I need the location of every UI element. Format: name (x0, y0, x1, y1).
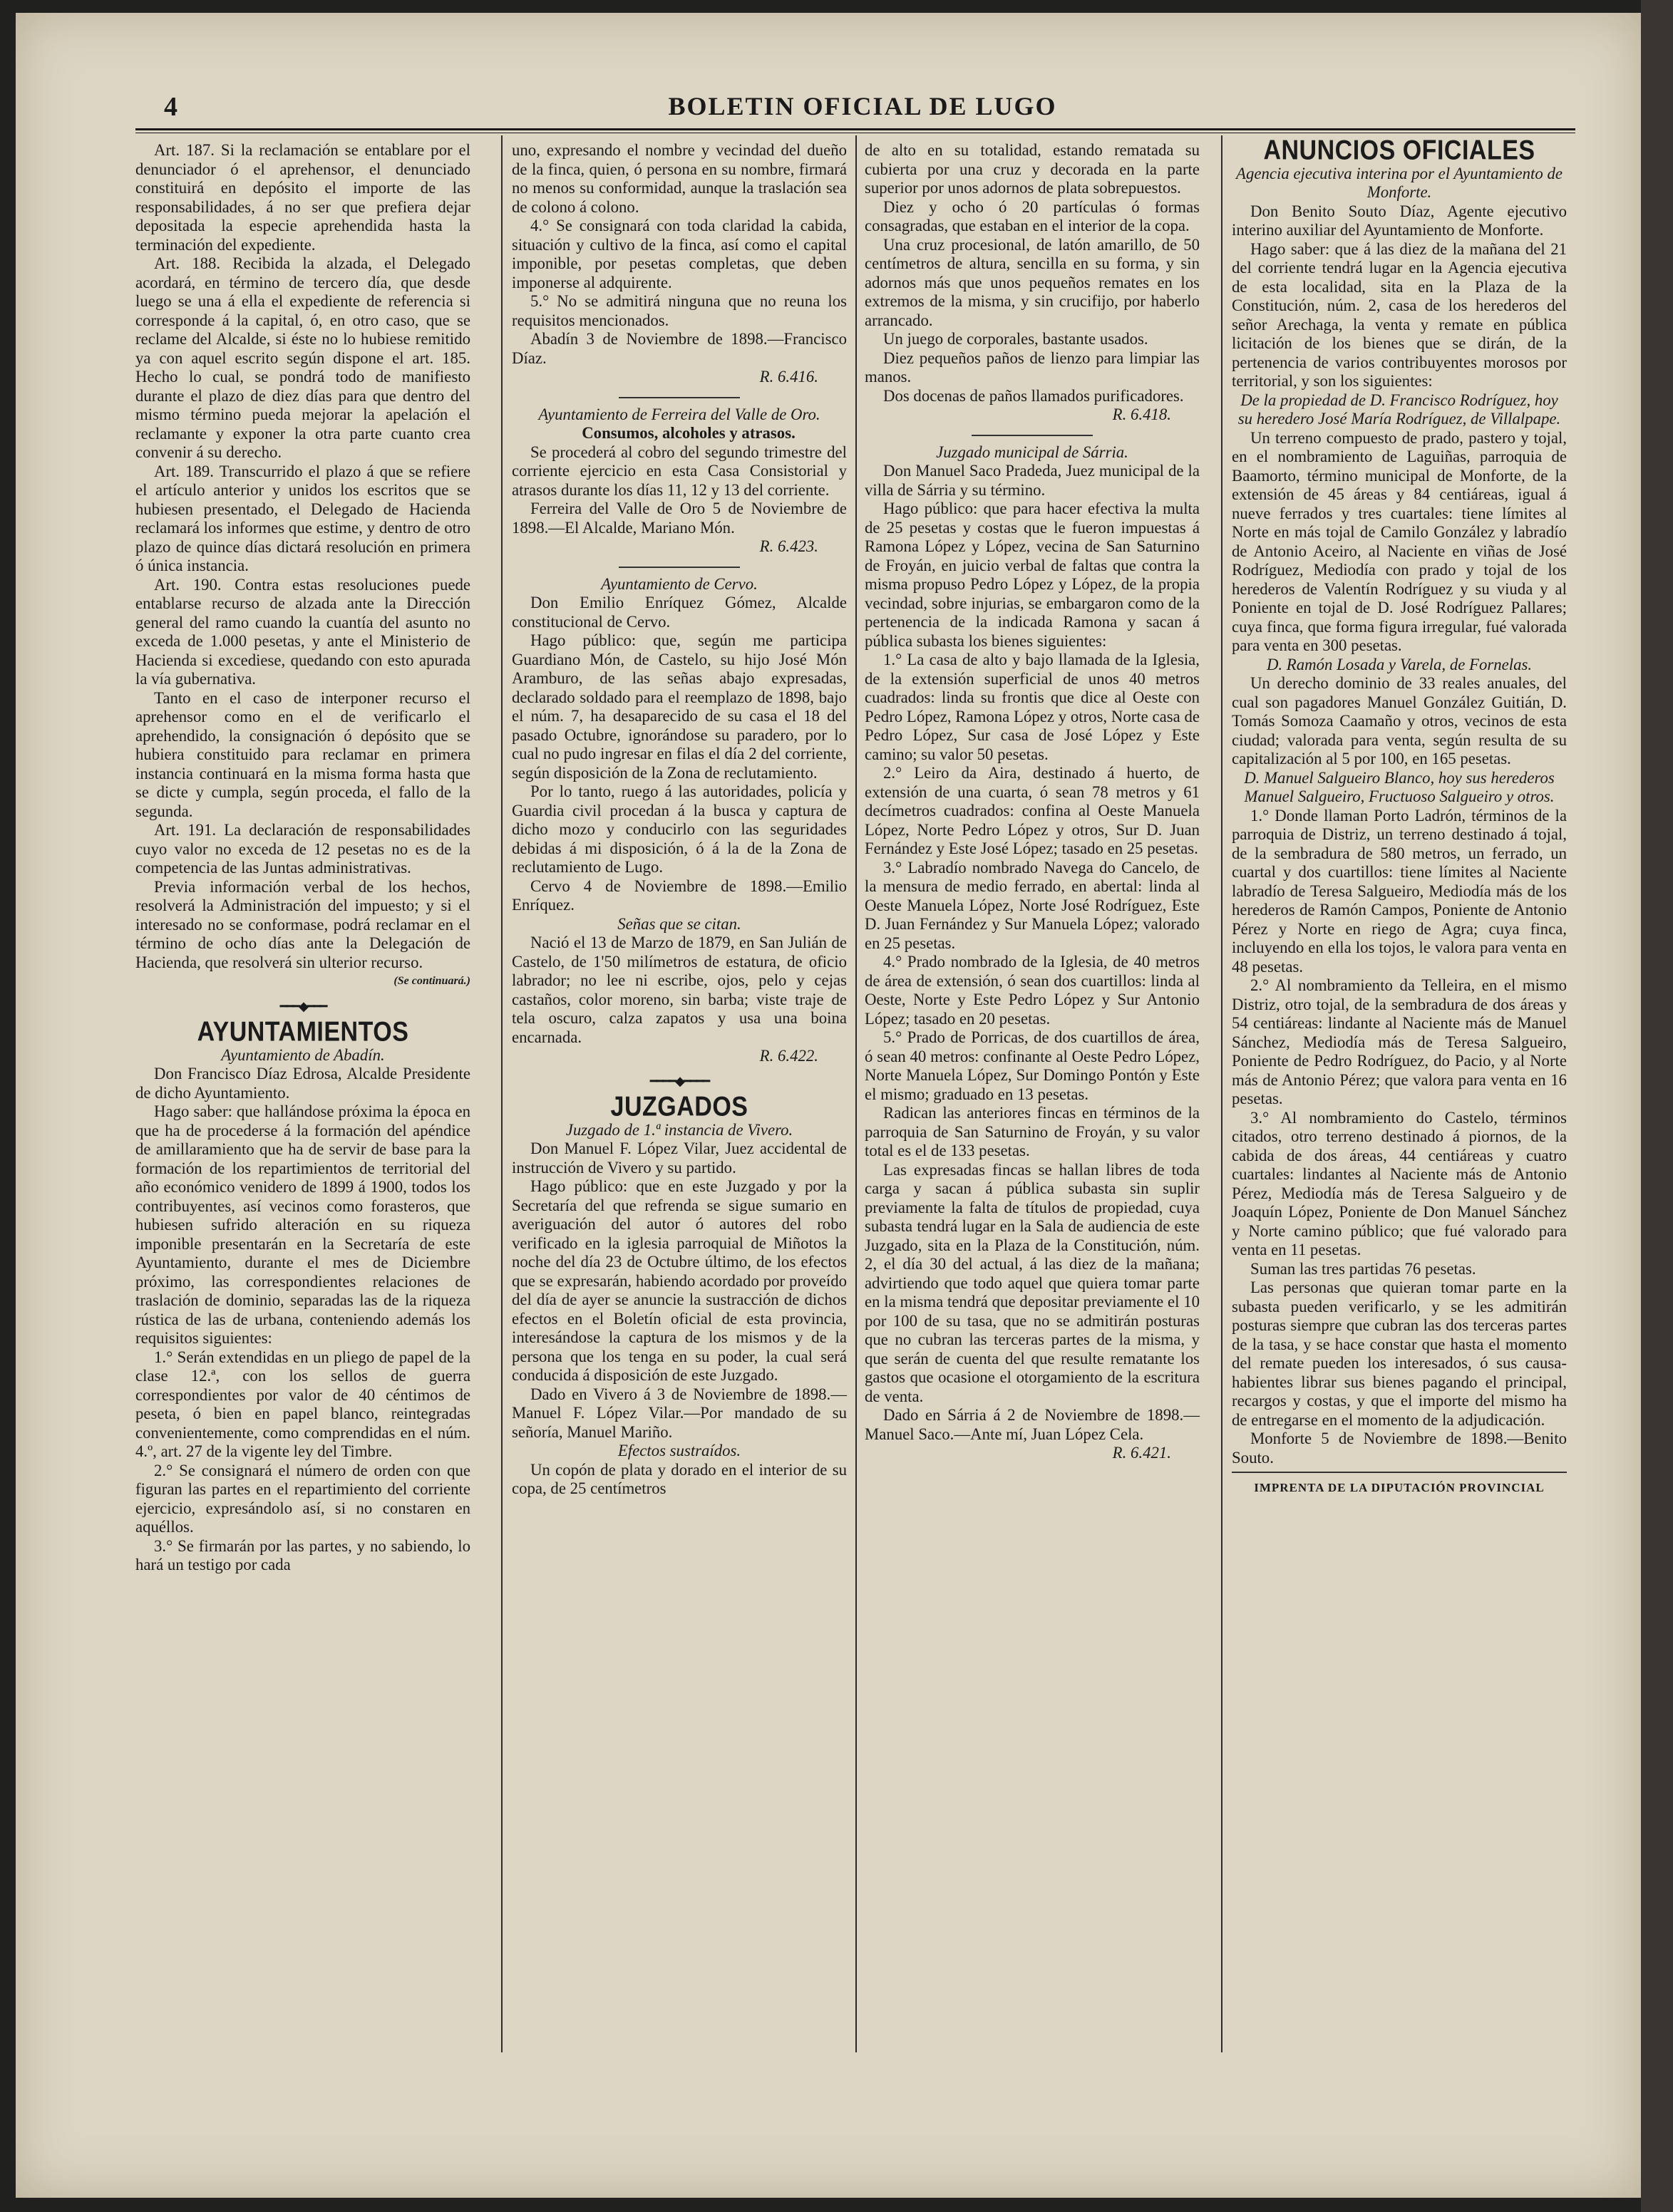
notice-subtitle: Señas que se citan. (617, 914, 741, 933)
column-divider (855, 135, 857, 2052)
column-divider (1221, 135, 1222, 2052)
notice-paragraph: 5.° Prado de Porricas, de dos cuartillos de área, ó sean 40 metros: confinante al Oeste Pedro López, Norte Manuela López, Sur Domingo Pontón y Este el mismo; graduado en 13 pesetas. (865, 1028, 1200, 1103)
notice-paragraph: Hago saber: que á las diez de la mañana del 21 del corriente tendrá lugar en la Agencia ejecutiva de esta localidad, sita en la Plaza de la Constitución, núm. 2, casa de los herederos del señor Arechaga, la venta y remate en pública licitación de los bienes que se dirán, de la pertenencia de varios contribuyentes morosos por territorial, y son los siguientes: (1232, 239, 1567, 390)
continuara-note: (Se continuará.) (393, 975, 470, 987)
notice-paragraph: Las expresadas fincas se hallan libres de toda carga y sacan á pública subasta sin suplir previamente la falta de títulos de propiedad, cuya subasta tendrá lugar en la Sala de audiencia de este Juzgado, sita en la Plaza de la Constitución, núm. 2, el día 30 del actual, á las diez de la mañana; advirtiendo que todo aquel que quiera tomar parte en la misma tendrá que depositar previamente el 10 por 100 de su tasa, que no se admitirán posturas que no cubran las terceras partes de la misma, y que serán de cuenta del que resulte rematante los gastos que ocasione el otorgamiento de la escritura de venta. (865, 1160, 1200, 1405)
page-number: 4 (164, 92, 177, 122)
reference-number: R. 6.423. (759, 537, 818, 555)
header-rule (135, 128, 1575, 133)
notice-paragraph: Ferreira del Valle de Oro 5 de Noviembre de 1898.—El Alcalde, Mariano Món. (512, 500, 847, 537)
notice-paragraph: Una cruz procesional, de latón amarillo, de 50 centímetros de altura, sencilla en su forma, y sin adornos más que unos pequeños remates en los extremos de la misma, y sin crucifijo, por haberlo arrancado. (865, 235, 1200, 329)
notice-paragraph: Suman las tres partidas 76 pesetas. (1250, 1259, 1476, 1278)
notice-paragraph: Cervo 4 de Noviembre de 1898.—Emilio Enríquez. (512, 877, 847, 914)
article-paragraph: Art. 189. Transcurrido el plazo á que se refiere el artículo anterior y unidos los escritos que se hubiesen presentado, el Delegado de Hacienda reclamará los informes que estime, y dentro de otro plazo de quince días dictará resolución en primera ó única instancia. (135, 462, 470, 574)
notice-paragraph: uno, expresando el nombre y vecindad del dueño de la finca, quien, ó persona en su nombre, firmará no menos su conformidad, aunque la traslación sea de colono á colono. (512, 141, 847, 216)
column-4 (1232, 135, 1567, 1498)
notice-paragraph: Don Emilio Enríquez Gómez, Alcalde constitucional de Cervo. (512, 594, 847, 631)
notice-title: Agencia ejecutiva interina por el Ayuntamiento de Monforte. (1236, 164, 1563, 201)
notice-title: Ayuntamiento de Abadín. (221, 1045, 385, 1064)
notice-paragraph: Dado en Vivero á 3 de Noviembre de 1898.—Manuel F. López Vilar.—Por mandado de su señoría, Manuel Mariño. (512, 1385, 847, 1441)
notice-subtitle: Efectos sustraídos. (617, 1442, 741, 1459)
notice-paragraph: 3.° Se firmarán por las partes, y no sabiendo, lo hará un testigo por cada (135, 1536, 470, 1573)
notice-paragraph: Hago público: que, según me participa Guardiano Món, de Castelo, su hijo José Món Aramburo, de las señas abajo expresadas, declarado soldado para el reemplazo de 1898, bajo el núm. 7, ha desaparecido de su casa el 18 del pasado Octubre, ignorándose su paradero, por lo cual no pudo ingresar en filas el día 2 del corriente, según disposición de la Zona de reclutamiento. (512, 631, 847, 782)
article-paragraph: Art. 188. Recibida la alzada, el Delegado acordará, en término de tercero día, que desde luego se una á ella el expediente de referencia si corresponde á la capital, ó, en otro caso, que se reclame del Alcalde, si éste no lo hubiese remitido ya con aquel escrito según dispone el art. 185. Hecho lo cual, se pondrá todo de manifiesto durante el plazo de diez días para que dentro del mismo término pueda mejorar la apelación el reclamante y exponer la otra parte cuanto crea convenir á su derecho. (135, 254, 470, 461)
article-paragraph: Previa información verbal de los hechos, resolverá la Administración del impuesto; y si el interesado no se conformase, podrá reclamar en el término de ocho días ante la Delegación de Hacienda, que resolverá sin ulterior recurso. (135, 877, 470, 971)
reference-number: R. 6.421. (1112, 1444, 1171, 1462)
notice-paragraph: 2.° Leiro da Aira, destinado á huerto, de extensión de una cuarta, ó sean 78 metros y 61 decímetros cuadrados: confina al Oeste Manuela López, Norte Pedro López y otros, Sur D. Juan Fernández y Este José López; tasado en 25 pesetas. (865, 764, 1200, 857)
notice-paragraph: Diez pequeños paños de lienzo para limpiar las manos. (865, 348, 1200, 386)
notice-paragraph: Don Benito Souto Díaz, Agente ejecutivo interino auxiliar del Ayuntamiento de Monforte. (1232, 202, 1567, 239)
short-rule (619, 397, 740, 398)
section-heading-ayuntamientos: AYUNTAMIENTOS (197, 1016, 409, 1048)
notice-paragraph: Hago saber: que hallándose próxima la época en que ha de procederse á la formación del apéndice de amillaramiento que ha de servir de base para la formación de los repartimientos de territorial del año económico venidero de 1899 á 1900, todos los contribuyentes, así vecinos como forasteros, que hubiesen sufrido alteración en su riqueza imponible presentarán en la Secretaría de este Ayuntamiento, durante el mes de Diciembre próximo, las correspondientes relaciones de traslación de dominio, separadas las de la riqueza rústica de las de urbana, conteniendo además los requisitos siguientes: (135, 1102, 470, 1347)
notice-paragraph: 5.° No se admitirá ninguna que no reuna los requisitos mencionados. (512, 292, 847, 329)
notice-paragraph: Las personas que quieran tomar parte en la subasta pueden verificarlo, y se les admitirán posturas siempre que cubran las dos terceras partes de la tasa, y se hace constar que hasta el momento del remate pueden los interesados, ó sus causa-habientes librar sus bienes pagando el principal, recargos y costas, y que el importe del mismo ha de entregarse en el momento de la adjudicación. (1232, 1278, 1567, 1429)
footer-rule (1232, 1472, 1567, 1473)
printer-imprint: IMPRENTA DE LA DIPUTACIÓN PROVINCIAL (1254, 1481, 1545, 1494)
short-rule (619, 567, 740, 568)
notice-paragraph: Don Manuel F. López Vilar, Juez accidental de instrucción de Vivero y su partido. (512, 1139, 847, 1177)
notice-paragraph: 4.° Se consignará con toda claridad la cabida, situación y cultivo de la finca, así como el capital imponible, por pesetas completas, que deben imponerse al adquirente. (512, 217, 847, 291)
notice-paragraph: 1.° La casa de alto y bajo llamada de la Iglesia, de la extensión superficial de unos 40 metros cuadrados: linda su frontis que dice al Oeste con Pedro López, Ramona López y otros, Norte casa de Pedro López, Sur casa de José López y Este camino; su valor 50 pesetas. (865, 651, 1200, 763)
notice-paragraph: 2.° Al nombramiento da Telleira, en el mismo Distriz, otro tojal, de la sembradura de dos áreas y 54 centiáreas: lindante al Naciente más de Manuel Sánchez, Mediodía más de Teresa Salgueiro, Poniente de Pedro Rodríguez, do Pacio, y al Norte más de Antonio Pérez; que valora para venta en 16 pesetas. (1232, 976, 1567, 1107)
notice-paragraph: Dado en Sárria á 2 de Noviembre de 1898.—Manuel Saco.—Ante mí, Juan López Cela. (865, 1406, 1200, 1443)
notice-paragraph: 3.° Labradío nombrado Navega do Cancelo, de la mensura de medio ferrado, en abertal: linda al Oeste Manuela López, Norte José Rodríguez, Este D. Juan Fernández y Sur Manuela López; valorado en 25 pesetas. (865, 858, 1200, 952)
reference-number: R. 6.418. (1112, 405, 1171, 423)
ornament-divider: ━━━━◆━━━━ (649, 1073, 709, 1088)
notice-subtitle: Consumos, alcoholes y atrasos. (582, 424, 796, 442)
notice-paragraph: de alto en su totalidad, estando rematada su cubierta por una cruz y decorada en la parte superior por unos adornos de plata sobrepuestos. (865, 141, 1200, 197)
reference-number: R. 6.416. (759, 368, 818, 386)
property-owner-title: De la propiedad de D. Francisco Rodríguez, hoy su heredero José María Rodríguez, de Villalpape. (1237, 391, 1561, 428)
property-owner-title: D. Ramón Losada y Varela, de Fornelas. (1266, 655, 1533, 673)
notice-paragraph: Un copón de plata y dorado en el interior de su copa, de 25 centímetros (512, 1460, 847, 1497)
ornament-divider: ━━━◆━━━ (279, 998, 326, 1013)
reference-number: R. 6.422. (759, 1047, 818, 1065)
notice-paragraph: Se procederá al cobro del segundo trimestre del corriente ejercicio en esta Casa Consistorial y atrasos durante los días 11, 12 y 13 del corriente. (512, 443, 847, 499)
notice-title: Juzgado municipal de Sárria. (936, 443, 1128, 461)
notice-paragraph: Por lo tanto, ruego á las autoridades, policía y Guardia civil procedan á la busca y captura de dicho mozo y conducirlo con las seguridades debidas á mi disposición, ó á la de la Zona de reclutamiento de Lugo. (512, 782, 847, 876)
column-2 (512, 141, 847, 1499)
article-paragraph: Art. 190. Contra estas resoluciones puede entablarse recurso de alzada ante la Dirección general del ramo cuando la cuantía del asunto no exceda de 1.000 pesetas, y ante el Ministerio de Hacienda si excediese, quedando con esto apurada la vía gubernativa. (135, 575, 470, 688)
notice-paragraph: Un juego de corporales, bastante usados. (883, 330, 1148, 348)
notice-paragraph: Don Francisco Díaz Edrosa, Alcalde Presidente de dicho Ayuntamiento. (135, 1065, 470, 1102)
masthead-title: BOLETIN OFICIAL DE LUGO (668, 92, 1057, 120)
section-heading-anuncios: ANUNCIOS OFICIALES (1263, 135, 1535, 166)
notice-paragraph: Un terreno compuesto de prado, pastero y tojal, en el nombramiento de Laguiñas, parroquia de Baamorto, término municipal de Monforte, de la extensión de 45 áreas y 84 centiáreas, igual á nueve ferrados y tres cuartales: tiene límites al Norte en más tojal de Camilo González y labradío de Antonio Aceiro, al Naciente en viñas de José Rodríguez, Mediodía con prado y tojal de los herederos de Valentín Rodríguez y su viuda y al Poniente en tojal de D. José Rodríguez Pallares; cuya finca, que forma figura irregular, fué valorada para venta en 300 pesetas. (1232, 428, 1567, 654)
article-paragraph: Art. 187. Si la reclamación se entablare por el denunciador ó el aprehensor, el denunciado constituirá en depósito el importe de las responsabilidades, á no ser que prefiera dejar depositada la especie aprehendida hasta la terminación del expediente. (135, 141, 470, 254)
column-divider (501, 135, 503, 2052)
notice-paragraph: 1.° Serán extendidas en un pliego de papel de la clase 12.ª, con los sellos de guerra correspondientes por valor de 40 céntimos de peseta, ó bien en papel blanco, reintegradas convenientemente, como comprendidas en el núm. 4.º, art. 27 de la vigente ley del Timbre. (135, 1348, 470, 1460)
article-paragraph: Art. 191. La declaración de responsabilidades cuyo valor no exceda de 12 pesetas no es de la competencia de las Juntas administrativas. (135, 821, 470, 877)
notice-paragraph: Abadín 3 de Noviembre de 1898.—Francisco Díaz. (512, 330, 847, 367)
notice-paragraph: Radican las anteriores fincas en términos de la parroquia de San Saturnino de Froyán, y su valor total es el de 133 pesetas. (865, 1104, 1200, 1159)
property-owner-title: D. Manuel Salgueiro Blanco, hoy sus herederos Manuel Salgueiro, Fructuoso Salgueiro y otros. (1244, 768, 1555, 805)
short-rule (972, 435, 1093, 436)
page-header (150, 86, 1575, 128)
notice-paragraph: 3.° Al nombramiento do Castelo, términos citados, otro terreno destinado á piornos, de la cabida de dos áreas, 44 centiáreas y cuatro cuartales: lindantes al Naciente más de Antonio Pérez, Mediodía más de Teresa Salgueiro y de Joaquín López, Poniente de Don Manuel Sánchez y Norte camino público; que fué valorado para venta en 11 pesetas. (1232, 1108, 1567, 1259)
column-3 (865, 141, 1200, 1463)
notice-paragraph: 2.° Se consignará el número de orden con que figuran las partes en el repartimiento del corriente ejercicio, expresándolo así, si no constaren en aquéllos. (135, 1461, 470, 1536)
notice-paragraph: Diez y ocho ó 20 partículas ó formas consagradas, que estaban en el interior de la copa. (865, 197, 1200, 234)
notice-title: Ayuntamiento de Cervo. (601, 574, 758, 593)
notice-title: Juzgado de 1.ª instancia de Vivero. (565, 1120, 793, 1139)
notice-title: Ayuntamiento de Ferreira del Valle de Oro. (538, 405, 820, 423)
section-heading-juzgados: JUZGADOS (610, 1091, 748, 1122)
notice-paragraph: 1.° Donde llaman Porto Ladrón, términos de la parroquia de Distriz, un terreno destinado á tojal, de la sembradura de 580 metros, un ferrado, un cuartal y dos cuartillos: tiene límites al Naciente labradío de Teresa Salgueiro, Mediodía más de los herederos de Ramón Campos, Poniente de Antonio Pérez y Norte en riego de Agra; cuya finca, incluyendo en ella los tojos, le valora para venta en 48 pesetas. (1232, 806, 1567, 976)
column-1 (135, 141, 470, 1575)
notice-paragraph: Monforte 5 de Noviembre de 1898.—Benito Souto. (1232, 1430, 1567, 1467)
notice-paragraph: Hago público: que en este Juzgado y por la Secretaría del que refrenda se sigue sumario en averiguación del autor ó autores del robo verificado en la iglesia parroquial de Miñotos la noche del día 23 de Octubre último, de los efectos que se expresarán, habiendo acordado por proveído del día de ayer se anuncie la sustracción de dichos efectos en el Boletín oficial de esta provincia, interesándose la captura de los mismos y de la persona que los tenga en su poder, la cual será conducida á disposición de este Juzgado. (512, 1177, 847, 1384)
binding-edge (1641, 0, 1673, 2212)
article-paragraph: Tanto en el caso de interponer recurso el aprehensor como en el de verificarlo el aprehendido, la consignación ó depósito que se hubiera constituido para reclamar en primera instancia continuará en la misma forma hasta que se dicte y cumpla, según proceda, el fallo de la segunda. (135, 688, 470, 820)
notice-paragraph: Hago público: que para hacer efectiva la multa de 25 pesetas y costas que le fueron impuestas á Ramona López y López, vecina de San Saturnino de Froyán, en juicio verbal de faltas que contra la misma propuso Pedro López y López, de la propia vecindad, sobre injurias, se embargaron como de la pertenencia de la indicada Ramona y sacan á pública subasta los bienes siguientes: (865, 500, 1200, 650)
notice-paragraph: Don Manuel Saco Pradeda, Juez municipal de la villa de Sárria y su término. (865, 462, 1200, 499)
notice-paragraph: 4.° Prado nombrado de la Iglesia, de 40 metros de área de extensión, ó sean dos cuartillos: linda al Oeste, Norte y Este Pedro López y Sur Antonio López; tasado en 20 pesetas. (865, 953, 1200, 1028)
notice-paragraph: Un derecho dominio de 33 reales anuales, del cual son pagadores Manuel González Guitián, D. Tomás Somoza Caamaño y otros, vecinos de esta ciudad; valorada para venta, según resulta de su capitalización al 5 por 100, en 165 pesetas. (1232, 674, 1567, 768)
notice-paragraph: Dos docenas de paños llamados purificadores. (883, 386, 1184, 405)
notice-paragraph: Nació el 13 de Marzo de 1879, en San Julián de Castelo, de 1'50 milímetros de estatura, de oficio labrador; no lee ni escribe, ojos, pelo y cejas castaños, color moreno, sin barba; viste traje de tela oscuro, calza zapatos y usa una boina encarnada. (512, 934, 847, 1046)
